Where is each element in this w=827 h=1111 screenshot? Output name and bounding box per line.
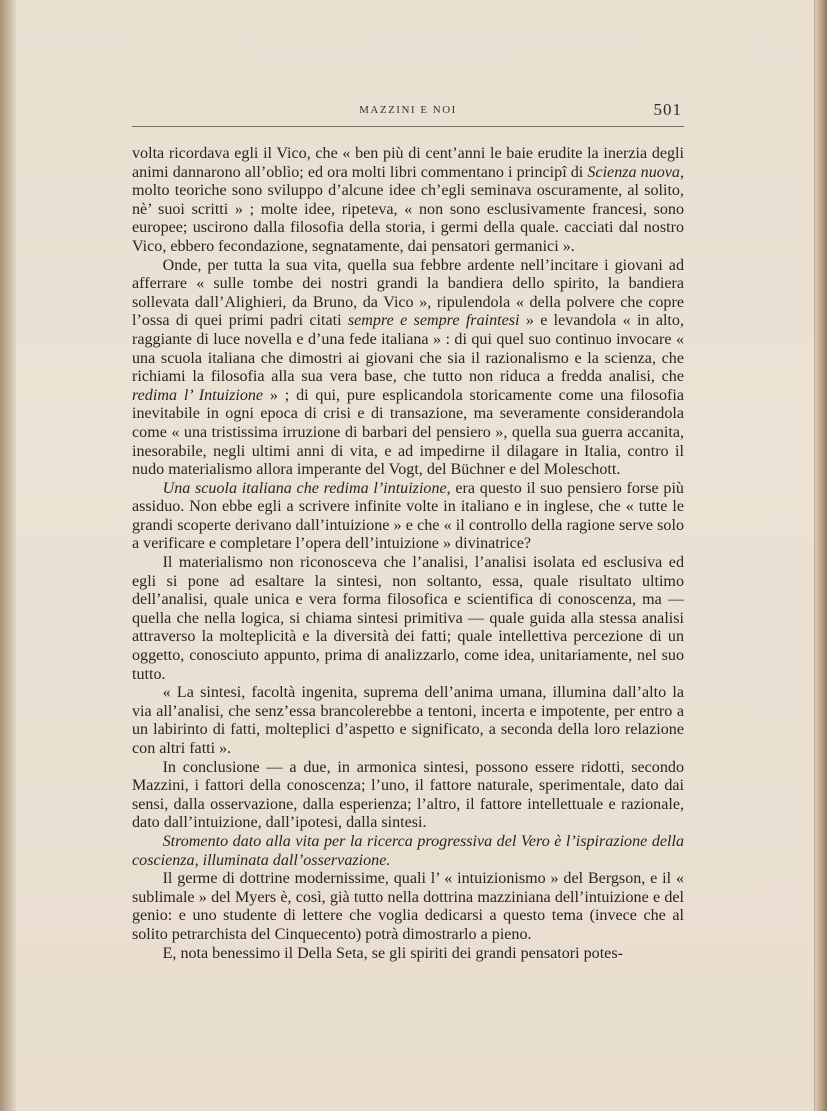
text-run: Il materialismo non riconosceva che l’analisi, l’analisi isolata ed esclusiva ed egli si pone ad esaltare la sintesi, non soltanto, essa, quale risultato ultimo dell’analisi, quale unica e vera forma filosofica e scientifica di conoscenza, ma — quella che nella logica, si chiama sintesi primitiva — quale guida alla stessa analisi attraverso la molteplicità e la diversità dei fatti; quale intellettiva percezione di un oggetto, conosciuto appunto, prima di analizzarlo, come idea, unitariamente, nel suo tutto. [132, 554, 684, 683]
text-run: » ; di qui, pure esplicandola storicamente come una filosofia inevitabile in ogni epoca di crisi e di transazione, ma severamente considerandola come « una tristissima irruzione di barbari del pensiero », quella sua guerra accanita, inesorabile, negli ultimi anni di vita, e ad impedirne il dilagare in Italia, contro il nudo materialismo allora imperante del Vogt, del Büchner e del Moleschott. [132, 386, 684, 479]
paragraph [132, 257, 684, 480]
body-text [132, 145, 684, 963]
text-run: , era questo il suo pensiero forse più assiduo. Non ebbe egli a scrivere infinite volte in italiano e in inglese, che « tutte le grandi scoperte derivano dall’intuizione » e che « il controllo della ragione serve solo a verificare e completare l’opera dell’intuizione » divinatrice? [132, 479, 684, 553]
italic-text: Scienza nuova [587, 163, 680, 181]
text-run: E, nota benessimo il Della Seta, se gli spiriti dei grandi pensatori potes- [162, 944, 623, 962]
paragraph [132, 945, 684, 964]
paragraph [132, 145, 684, 257]
italic-text: Una scuola italiana che redima l’intuizione [162, 479, 447, 497]
text-run: , molto teoriche sono sviluppo d’alcune idee ch’egli seminava oscuramente, al solito, nè’ suoi scritti » ; molte idee, ripeteva, « non sono esclusivamente francesi, sono europee; uscirono dalla filosofia della storia, i germi della quale. cacciati dal nostro Vico, ebbero fecondazione, segnatamente, dai pensatori germanici ». [132, 163, 685, 255]
italic-text: redima l’ Intuizione [132, 386, 264, 404]
italic-text: Stromento dato alla vita per la ricerca progressiva del Vero è l’ispirazione della coscienza, illuminata dall’osservazione. [132, 832, 684, 869]
text-run: Il germe di dottrine modernissime, quali l’ « intuizionismo » del Bergson, e il « sublimale » del Myers è, così, già tutto nella dottrina mazziniana dell’intuizione e del genio: e uno studente di lettere che voglia dedicarsi a questo tema (invece che al solito petrarchista del Cinquecento) potrà dimostrarlo a pieno. [132, 870, 684, 943]
paragraph [132, 554, 684, 684]
page-edge [815, 0, 827, 1111]
text-run: volta ricordava egli il Vico, che « ben più di cent’anni le baie erudite la inerzia degli animi dannarono all’oblìo; ed ora molti libri commentano i principî di [132, 145, 684, 181]
text-run: « La sintesi, facoltà ingenita, suprema dell’anima umana, illumina dall’alto la via all’analisi, che senz’essa brancolerebbe a tentoni, incerta e impotente, per entro a un labirinto di fatti, molteplici d’aspetto e significato, a seconda della loro relazione con altri fatti ». [132, 684, 684, 757]
paragraph [132, 833, 684, 870]
text-run: In conclusione — a due, in armonica sintesi, possono essere ridotti, secondo Mazzini, i fattori della conoscenza; l’uno, il fattore naturale, sperimentale, dato dai sensi, dalla osservazione, dalla esperienza; l’altro, il fattore intellettuale e razionale, dato dall’intuizione, dall’ipotesi, dalla sintesi. [132, 758, 684, 832]
text-run: Onde, per tutta la sua vita, quella sua febbre ardente nell’incitare i giovani ad afferrare « sulle tombe dei nostri grandi la bandiera dello spirito, la bandiera sollevata dall’Alighieri, da Bruno, da Vico », ripulendola « della polvere che copre l’ossa di quei primi padri citati [132, 256, 684, 330]
paragraph [132, 759, 684, 833]
running-head: MAZZINI E NOI [359, 104, 457, 116]
page-header [132, 100, 684, 127]
paragraph [132, 870, 684, 944]
italic-text: sempre e sempre fraintesi [347, 312, 520, 330]
binding-edge [0, 0, 16, 1111]
paragraph [132, 480, 684, 554]
paragraph [132, 684, 684, 758]
page-number: 501 [653, 100, 682, 119]
page [14, 0, 814, 1111]
text-run: » e levandola « in alto, raggiante di luce novella e d’una fede italiana » : di qui quel suo continuo invocare « una scuola italiana che dimostri ai giovani che sia il razionalismo e la scienza, che richiami la filosofia alla sua vera base, che tutto non riduca a fredda analisi, che [132, 312, 684, 386]
